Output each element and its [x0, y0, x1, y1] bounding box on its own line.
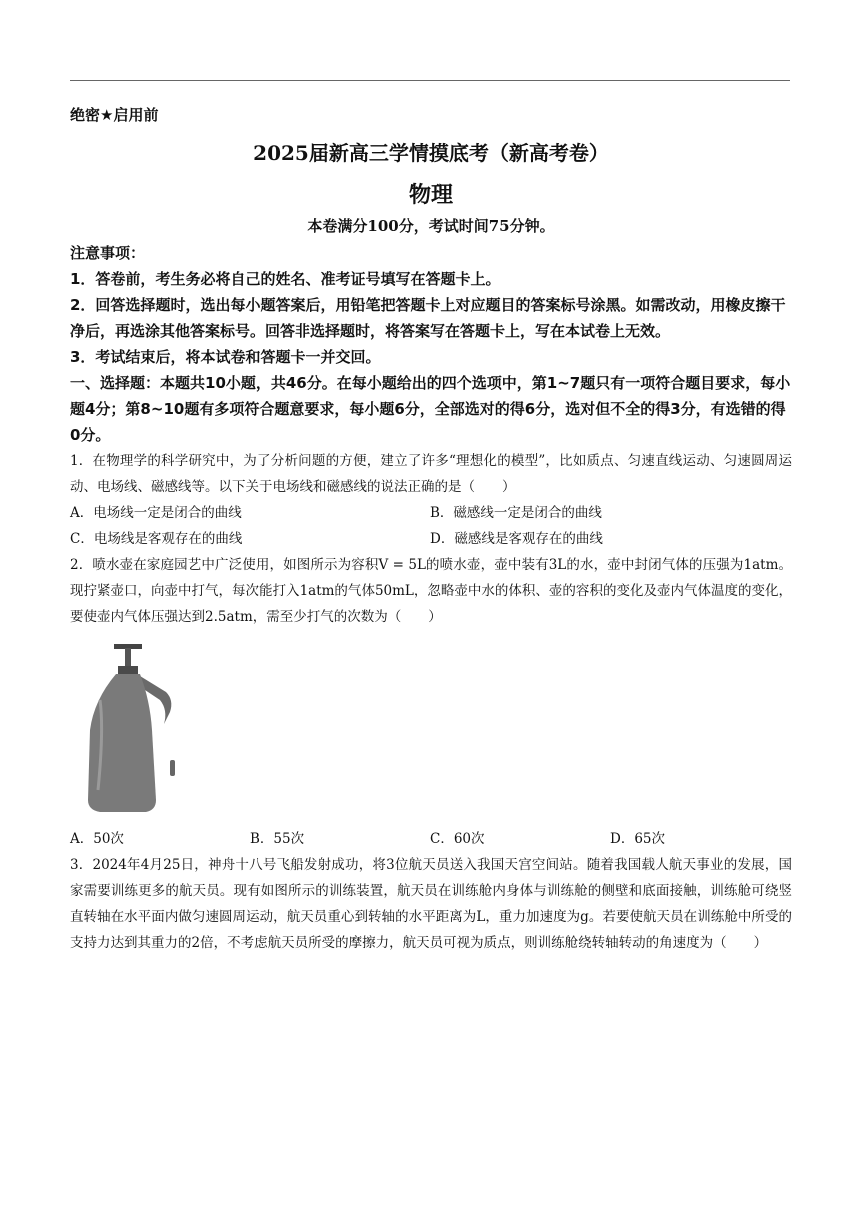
section-heading: 一、选择题：本题共10小题，共46分。在每小题给出的四个选项中，第1~7题只有一项符合题目要求，每小题4分；第8~10题有多项符合题意要求，每小题6分，全部选对的得6分，选对但不全的得3分，有选错的得0分。 — [70, 374, 791, 444]
option-c: C．60次 — [430, 831, 485, 847]
option-d: D．磁感线是客观存在的曲线 — [430, 531, 603, 547]
question-2-stem: 2．喷水壶在家庭园艺中广泛使用，如图所示为容积V = 5L的喷水壶，壶中装有3L的水，壶中封闭气体的压强为1atm。现拧紧壶口，向壶中打气，每次能打入1atm的气体50mL，忽略壶中水的体积、壶的容积的变化及壶内气体温度的变化，要使壶内气体压强达到2.5atm，需至少打气的次数为（ ） — [70, 557, 792, 625]
secret-label: 绝密★启用前 — [70, 106, 159, 124]
spray-bottle-figure — [70, 640, 182, 820]
option-a: A．50次 — [70, 831, 124, 847]
question-1-options — [70, 500, 792, 552]
subject-title: 物理 — [408, 182, 453, 208]
option-b: B．55次 — [250, 831, 305, 847]
exam-page — [70, 104, 792, 956]
note-item: 3．考试结束后，将本试卷和答题卡一并交回。 — [70, 348, 381, 366]
question-3-stem: 3．2024年4月25日，神舟十八号飞船发射成功，将3位航天员送入我国天宫空间站。随着我国载人航天事业的发展，国家需要训练更多的航天员。现有如图所示的训练装置，航天员在训练舱内身体与训练舱的侧壁和底面接触，训练舱可绕竖直转轴在水平面内做匀速圆周运动，航天员重心到转轴的水平距离为L，重力加速度为g。若要使航天员在训练舱中所受的支持力达到其重力的2倍，不考虑航天员所受的摩擦力，航天员可视为质点，则训练舱绕转轴转动的角速度为（ ） — [70, 857, 792, 951]
question-2-options — [70, 826, 792, 852]
notes-heading: 注意事项： — [70, 244, 146, 262]
option-c: C．电场线是客观存在的曲线 — [70, 531, 243, 547]
option-d: D．65次 — [610, 831, 666, 847]
option-b: B．磁感线一定是闭合的曲线 — [430, 505, 602, 521]
header-rule — [70, 80, 790, 81]
exam-info: 本卷满分100分，考试时间75分钟。 — [307, 217, 555, 235]
exam-title: 2025届新高三学情摸底考（新高考卷） — [253, 141, 609, 165]
note-item: 2．回答选择题时，选出每小题答案后，用铅笔把答题卡上对应题目的答案标号涂黑。如需改动，用橡皮擦干净后，再选涂其他答案标号。回答非选择题时，将答案写在答题卡上，写在本试卷上无效。 — [70, 296, 786, 340]
option-a: A．电场线一定是闭合的曲线 — [70, 505, 242, 521]
question-1-stem: 1．在物理学的科学研究中，为了分析问题的方便，建立了许多“理想化的模型”，比如质点、匀速直线运动、匀速圆周运动、电场线、磁感线等。以下关于电场线和磁感线的说法正确的是（ ） — [70, 453, 792, 495]
note-item: 1．答卷前，考生务必将自己的姓名、准考证号填写在答题卡上。 — [70, 270, 501, 288]
